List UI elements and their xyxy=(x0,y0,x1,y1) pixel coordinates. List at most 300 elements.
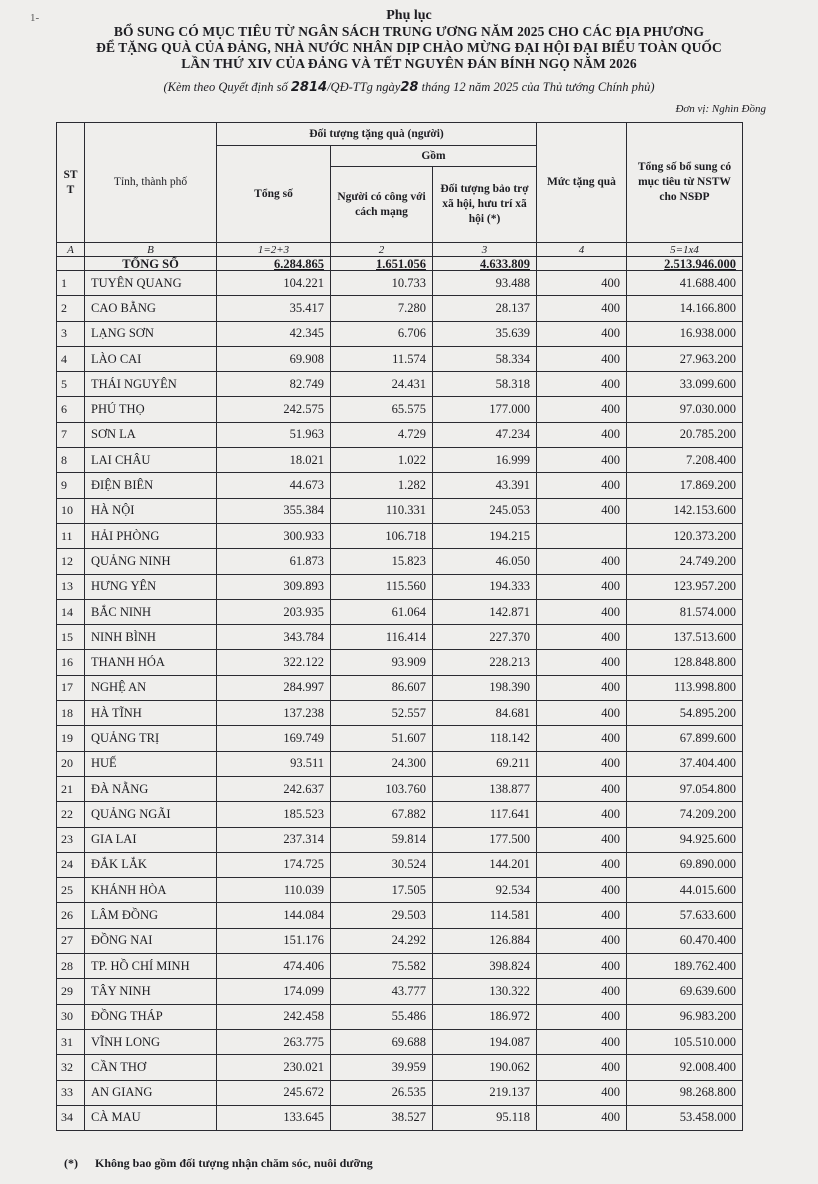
row-supplement: 137.513.600 xyxy=(627,625,743,650)
row-merit: 86.607 xyxy=(331,675,433,700)
row-province: QUẢNG NINH xyxy=(85,549,217,574)
row-gift: 400 xyxy=(537,802,627,827)
table-row xyxy=(57,372,743,397)
row-stt: 16 xyxy=(57,650,85,675)
row-supplement: 69.639.600 xyxy=(627,979,743,1004)
row-province: KHÁNH HÒA xyxy=(85,878,217,903)
row-province: TÂY NINH xyxy=(85,979,217,1004)
row-supplement: 105.510.000 xyxy=(627,1029,743,1054)
row-total: 242.575 xyxy=(217,397,331,422)
row-supplement: 97.054.800 xyxy=(627,776,743,801)
row-stt: 15 xyxy=(57,625,85,650)
total-merit: 1.651.056 xyxy=(331,257,433,271)
row-province: QUẢNG TRỊ xyxy=(85,726,217,751)
table-row xyxy=(57,701,743,726)
row-supplement: 27.963.200 xyxy=(627,346,743,371)
table-row xyxy=(57,1004,743,1029)
row-merit: 1.282 xyxy=(331,473,433,498)
row-stt: 28 xyxy=(57,954,85,979)
row-supplement: 120.373.200 xyxy=(627,523,743,548)
table-row xyxy=(57,979,743,1004)
row-province: ĐỒNG THÁP xyxy=(85,1004,217,1029)
row-social: 130.322 xyxy=(433,979,537,1004)
row-social: 126.884 xyxy=(433,928,537,953)
row-province: NINH BÌNH xyxy=(85,625,217,650)
row-supplement: 57.633.600 xyxy=(627,903,743,928)
data-rows xyxy=(57,271,743,1131)
row-stt: 21 xyxy=(57,776,85,801)
row-social: 177.500 xyxy=(433,827,537,852)
allocation-table xyxy=(56,122,743,1131)
row-stt: 14 xyxy=(57,599,85,624)
row-supplement: 37.404.400 xyxy=(627,751,743,776)
row-supplement: 96.983.200 xyxy=(627,1004,743,1029)
index-cell: B xyxy=(85,243,217,257)
row-supplement: 53.458.000 xyxy=(627,1105,743,1130)
appendix-label: Phụ lục xyxy=(386,8,432,23)
row-gift: 400 xyxy=(537,1004,627,1029)
row-supplement: 20.785.200 xyxy=(627,422,743,447)
row-social: 144.201 xyxy=(433,852,537,877)
index-cell: 4 xyxy=(537,243,627,257)
row-gift: 400 xyxy=(537,650,627,675)
row-merit: 55.486 xyxy=(331,1004,433,1029)
row-stt: 11 xyxy=(57,523,85,548)
row-supplement: 94.925.600 xyxy=(627,827,743,852)
table-row xyxy=(57,296,743,321)
row-gift: 400 xyxy=(537,852,627,877)
row-social: 35.639 xyxy=(433,321,537,346)
row-merit: 24.300 xyxy=(331,751,433,776)
row-social: 227.370 xyxy=(433,625,537,650)
decision-reference xyxy=(0,80,818,95)
row-stt: 7 xyxy=(57,422,85,447)
row-province: VĨNH LONG xyxy=(85,1029,217,1054)
row-province: CÀ MAU xyxy=(85,1105,217,1130)
row-supplement: 16.938.000 xyxy=(627,321,743,346)
row-total: 237.314 xyxy=(217,827,331,852)
row-supplement: 60.470.400 xyxy=(627,928,743,953)
footnote-mark: (*) xyxy=(64,1156,78,1170)
row-total: 245.672 xyxy=(217,1080,331,1105)
row-gift: 400 xyxy=(537,346,627,371)
row-merit: 43.777 xyxy=(331,979,433,1004)
row-gift: 400 xyxy=(537,1055,627,1080)
row-gift: 400 xyxy=(537,321,627,346)
row-total: 185.523 xyxy=(217,802,331,827)
row-total: 174.725 xyxy=(217,852,331,877)
total-recipients: 6.284.865 xyxy=(217,257,331,271)
row-stt: 5 xyxy=(57,372,85,397)
row-gift: 400 xyxy=(537,751,627,776)
row-social: 228.213 xyxy=(433,650,537,675)
row-province: THÁI NGUYÊN xyxy=(85,372,217,397)
row-stt: 29 xyxy=(57,979,85,1004)
row-stt: 18 xyxy=(57,701,85,726)
row-merit: 65.575 xyxy=(331,397,433,422)
row-province: THANH HÓA xyxy=(85,650,217,675)
row-gift: 400 xyxy=(537,574,627,599)
row-social: 194.215 xyxy=(433,523,537,548)
row-social: 398.824 xyxy=(433,954,537,979)
row-merit: 17.505 xyxy=(331,878,433,903)
table-row xyxy=(57,852,743,877)
table-row xyxy=(57,1080,743,1105)
row-merit: 103.760 xyxy=(331,776,433,801)
row-province: TP. HỒ CHÍ MINH xyxy=(85,954,217,979)
total-label: TỔNG SỐ xyxy=(85,257,217,271)
row-gift: 400 xyxy=(537,903,627,928)
row-stt: 6 xyxy=(57,397,85,422)
row-social: 46.050 xyxy=(433,549,537,574)
row-gift: 400 xyxy=(537,1105,627,1130)
table-row xyxy=(57,650,743,675)
row-merit: 26.535 xyxy=(331,1080,433,1105)
row-merit: 69.688 xyxy=(331,1029,433,1054)
row-total: 35.417 xyxy=(217,296,331,321)
header-recipients-group: Đối tượng tặng quà (người) xyxy=(217,123,537,146)
row-merit: 106.718 xyxy=(331,523,433,548)
row-stt: 25 xyxy=(57,878,85,903)
table-row xyxy=(57,625,743,650)
row-social: 84.681 xyxy=(433,701,537,726)
row-gift xyxy=(537,523,627,548)
table-row xyxy=(57,903,743,928)
row-province: GIA LAI xyxy=(85,827,217,852)
row-supplement: 17.869.200 xyxy=(627,473,743,498)
row-total: 104.221 xyxy=(217,271,331,296)
row-total: 343.784 xyxy=(217,625,331,650)
header-stt: ST T xyxy=(57,123,85,243)
row-merit: 15.823 xyxy=(331,549,433,574)
row-supplement: 41.688.400 xyxy=(627,271,743,296)
row-merit: 110.331 xyxy=(331,498,433,523)
row-total: 82.749 xyxy=(217,372,331,397)
row-social: 194.087 xyxy=(433,1029,537,1054)
decision-number: 2814 xyxy=(290,80,328,95)
table-row xyxy=(57,498,743,523)
row-total: 69.908 xyxy=(217,346,331,371)
table-row xyxy=(57,422,743,447)
row-total: 18.021 xyxy=(217,448,331,473)
row-stt: 32 xyxy=(57,1055,85,1080)
table-row xyxy=(57,448,743,473)
header-total: Tổng số xyxy=(217,146,331,243)
row-merit: 39.959 xyxy=(331,1055,433,1080)
row-merit: 115.560 xyxy=(331,574,433,599)
row-supplement: 24.749.200 xyxy=(627,549,743,574)
index-cell: 5=1x4 xyxy=(627,243,743,257)
row-province: HUẾ xyxy=(85,751,217,776)
corner-mark: 1- xyxy=(30,12,40,24)
row-stt: 24 xyxy=(57,852,85,877)
row-total: 61.873 xyxy=(217,549,331,574)
header-social: Đối tượng bảo trợ xã hội, hưu trí xã hội (*) xyxy=(433,167,537,243)
row-merit: 1.022 xyxy=(331,448,433,473)
row-gift: 400 xyxy=(537,549,627,574)
row-total: 110.039 xyxy=(217,878,331,903)
row-social: 198.390 xyxy=(433,675,537,700)
row-province: ĐẮK LẮK xyxy=(85,852,217,877)
header-gift-level: Mức tặng quà xyxy=(537,123,627,243)
row-supplement: 113.998.800 xyxy=(627,675,743,700)
row-merit: 38.527 xyxy=(331,1105,433,1130)
row-social: 69.211 xyxy=(433,751,537,776)
row-social: 177.000 xyxy=(433,397,537,422)
title-line-2: ĐỂ TẶNG QUÀ CỦA ĐẢNG, NHÀ NƯỚC NHÂN DỊP CHÀO MỪNG ĐẠI HỘI ĐẠI BIỂU TOÀN QUỐC xyxy=(96,40,722,55)
row-supplement: 142.153.600 xyxy=(627,498,743,523)
row-province: AN GIANG xyxy=(85,1080,217,1105)
row-stt: 33 xyxy=(57,1080,85,1105)
row-gift: 400 xyxy=(537,979,627,1004)
row-supplement: 98.268.800 xyxy=(627,1080,743,1105)
row-social: 194.333 xyxy=(433,574,537,599)
row-total: 151.176 xyxy=(217,928,331,953)
row-province: NGHỆ AN xyxy=(85,675,217,700)
title-line-1: BỔ SUNG CÓ MỤC TIÊU TỪ NGÂN SÁCH TRUNG ƯƠNG NĂM 2025 CHO CÁC ĐỊA PHƯƠNG xyxy=(113,24,705,39)
row-province: HÀ NỘI xyxy=(85,498,217,523)
row-province: PHÚ THỌ xyxy=(85,397,217,422)
row-supplement: 74.209.200 xyxy=(627,802,743,827)
row-total: 309.893 xyxy=(217,574,331,599)
row-social: 219.137 xyxy=(433,1080,537,1105)
row-province: TUYÊN QUANG xyxy=(85,271,217,296)
row-social: 114.581 xyxy=(433,903,537,928)
row-total: 169.749 xyxy=(217,726,331,751)
row-total: 203.935 xyxy=(217,599,331,624)
table-row xyxy=(57,397,743,422)
row-social: 28.137 xyxy=(433,296,537,321)
row-stt: 4 xyxy=(57,346,85,371)
row-total: 93.511 xyxy=(217,751,331,776)
row-gift: 400 xyxy=(537,954,627,979)
row-province: HẢI PHÒNG xyxy=(85,523,217,548)
row-merit: 116.414 xyxy=(331,625,433,650)
table-row xyxy=(57,574,743,599)
row-gift: 400 xyxy=(537,878,627,903)
row-total: 355.384 xyxy=(217,498,331,523)
row-merit: 61.064 xyxy=(331,599,433,624)
row-gift: 400 xyxy=(537,473,627,498)
row-gift: 400 xyxy=(537,827,627,852)
index-cell: 3 xyxy=(433,243,537,257)
row-province: BẮC NINH xyxy=(85,599,217,624)
table-row xyxy=(57,1055,743,1080)
row-gift: 400 xyxy=(537,675,627,700)
row-stt: 30 xyxy=(57,1004,85,1029)
row-merit: 52.557 xyxy=(331,701,433,726)
row-stt: 10 xyxy=(57,498,85,523)
table-row xyxy=(57,599,743,624)
row-total: 263.775 xyxy=(217,1029,331,1054)
table-row xyxy=(57,1105,743,1130)
index-cell: 2 xyxy=(331,243,433,257)
row-merit: 29.503 xyxy=(331,903,433,928)
footnote-text: Không bao gồm đối tượng nhận chăm sóc, nuôi dưỡng xyxy=(95,1156,373,1170)
row-supplement: 54.895.200 xyxy=(627,701,743,726)
row-merit: 59.814 xyxy=(331,827,433,852)
row-supplement: 123.957.200 xyxy=(627,574,743,599)
table-row xyxy=(57,827,743,852)
row-gift: 400 xyxy=(537,296,627,321)
table-row xyxy=(57,751,743,776)
unit-label: Đơn vị: Nghìn Đồng xyxy=(675,103,766,115)
footnote xyxy=(64,1156,373,1171)
row-total: 133.645 xyxy=(217,1105,331,1130)
row-social: 93.488 xyxy=(433,271,537,296)
table-row xyxy=(57,776,743,801)
table-row xyxy=(57,802,743,827)
subtitle-mid: /QĐ-TTg ngày xyxy=(327,80,401,94)
row-gift: 400 xyxy=(537,498,627,523)
row-social: 190.062 xyxy=(433,1055,537,1080)
row-province: CAO BẰNG xyxy=(85,296,217,321)
row-total: 322.122 xyxy=(217,650,331,675)
row-province: QUẢNG NGÃI xyxy=(85,802,217,827)
row-gift: 400 xyxy=(537,448,627,473)
total-social: 4.633.809 xyxy=(433,257,537,271)
row-stt: 9 xyxy=(57,473,85,498)
row-social: 142.871 xyxy=(433,599,537,624)
row-supplement: 33.099.600 xyxy=(627,372,743,397)
table-row xyxy=(57,726,743,751)
row-social: 245.053 xyxy=(433,498,537,523)
row-province: CẦN THƠ xyxy=(85,1055,217,1080)
row-stt: 26 xyxy=(57,903,85,928)
row-social: 138.877 xyxy=(433,776,537,801)
row-social: 92.534 xyxy=(433,878,537,903)
row-merit: 11.574 xyxy=(331,346,433,371)
row-stt: 27 xyxy=(57,928,85,953)
row-total: 230.021 xyxy=(217,1055,331,1080)
row-total: 242.637 xyxy=(217,776,331,801)
subtitle-before: (Kèm theo Quyết định số xyxy=(163,80,288,94)
header-merit: Người có công với cách mạng xyxy=(331,167,433,243)
index-cell: 1=2+3 xyxy=(217,243,331,257)
row-merit: 4.729 xyxy=(331,422,433,447)
row-total: 137.238 xyxy=(217,701,331,726)
table-row xyxy=(57,473,743,498)
row-gift: 400 xyxy=(537,928,627,953)
row-province: ĐÀ NẴNG xyxy=(85,776,217,801)
row-total: 300.933 xyxy=(217,523,331,548)
row-gift: 400 xyxy=(537,599,627,624)
row-stt: 31 xyxy=(57,1029,85,1054)
row-gift: 400 xyxy=(537,726,627,751)
row-merit: 93.909 xyxy=(331,650,433,675)
row-gift: 400 xyxy=(537,271,627,296)
table-row xyxy=(57,549,743,574)
row-total: 44.673 xyxy=(217,473,331,498)
row-province: SƠN LA xyxy=(85,422,217,447)
row-social: 58.318 xyxy=(433,372,537,397)
row-stt: 19 xyxy=(57,726,85,751)
row-merit: 51.607 xyxy=(331,726,433,751)
row-social: 186.972 xyxy=(433,1004,537,1029)
row-gift: 400 xyxy=(537,397,627,422)
row-merit: 67.882 xyxy=(331,802,433,827)
table-row xyxy=(57,321,743,346)
row-stt: 2 xyxy=(57,296,85,321)
row-gift: 400 xyxy=(537,776,627,801)
row-total: 242.458 xyxy=(217,1004,331,1029)
total-stt xyxy=(57,257,85,271)
row-merit: 6.706 xyxy=(331,321,433,346)
row-supplement: 67.899.600 xyxy=(627,726,743,751)
row-supplement: 128.848.800 xyxy=(627,650,743,675)
table-row xyxy=(57,1029,743,1054)
row-province: HƯNG YÊN xyxy=(85,574,217,599)
row-total: 474.406 xyxy=(217,954,331,979)
header-including: Gồm xyxy=(331,146,537,167)
total-gift xyxy=(537,257,627,271)
row-province: LÀO CAI xyxy=(85,346,217,371)
table-row xyxy=(57,346,743,371)
subtitle-after: tháng 12 năm 2025 của Thủ tướng Chính phủ) xyxy=(421,80,655,94)
row-supplement: 81.574.000 xyxy=(627,599,743,624)
header-province: Tỉnh, thành phố xyxy=(85,123,217,243)
row-social: 16.999 xyxy=(433,448,537,473)
row-province: ĐIỆN BIÊN xyxy=(85,473,217,498)
row-merit: 24.431 xyxy=(331,372,433,397)
row-supplement: 44.015.600 xyxy=(627,878,743,903)
table-row xyxy=(57,523,743,548)
row-stt: 13 xyxy=(57,574,85,599)
row-supplement: 189.762.400 xyxy=(627,954,743,979)
index-row xyxy=(57,243,743,257)
decision-day: 28 xyxy=(400,80,419,95)
row-total: 42.345 xyxy=(217,321,331,346)
row-social: 58.334 xyxy=(433,346,537,371)
row-stt: 8 xyxy=(57,448,85,473)
row-supplement: 7.208.400 xyxy=(627,448,743,473)
row-merit: 30.524 xyxy=(331,852,433,877)
title-line-3: LẦN THỨ XIV CỦA ĐẢNG VÀ TẾT NGUYÊN ĐÁN BÍNH NGỌ NĂM 2026 xyxy=(181,56,637,71)
table-row xyxy=(57,954,743,979)
row-merit: 75.582 xyxy=(331,954,433,979)
row-stt: 23 xyxy=(57,827,85,852)
row-province: HÀ TĨNH xyxy=(85,701,217,726)
row-merit: 7.280 xyxy=(331,296,433,321)
row-stt: 22 xyxy=(57,802,85,827)
row-stt: 17 xyxy=(57,675,85,700)
row-supplement: 14.166.800 xyxy=(627,296,743,321)
row-social: 95.118 xyxy=(433,1105,537,1130)
row-supplement: 97.030.000 xyxy=(627,397,743,422)
row-total: 284.997 xyxy=(217,675,331,700)
row-gift: 400 xyxy=(537,372,627,397)
row-province: LÂM ĐỒNG xyxy=(85,903,217,928)
table-row xyxy=(57,675,743,700)
row-merit: 10.733 xyxy=(331,271,433,296)
row-gift: 400 xyxy=(537,1080,627,1105)
row-stt: 3 xyxy=(57,321,85,346)
row-social: 117.641 xyxy=(433,802,537,827)
total-supplement: 2.513.946.000 xyxy=(627,257,743,271)
table-row xyxy=(57,878,743,903)
row-total: 144.084 xyxy=(217,903,331,928)
row-province: LAI CHÂU xyxy=(85,448,217,473)
row-supplement: 92.008.400 xyxy=(627,1055,743,1080)
row-stt: 1 xyxy=(57,271,85,296)
header-supplement: Tổng số bổ sung có mục tiêu từ NSTW cho NSĐP xyxy=(627,123,743,243)
row-social: 118.142 xyxy=(433,726,537,751)
index-cell: A xyxy=(57,243,85,257)
row-supplement: 69.890.000 xyxy=(627,852,743,877)
table-row xyxy=(57,928,743,953)
row-province: LẠNG SƠN xyxy=(85,321,217,346)
row-merit: 24.292 xyxy=(331,928,433,953)
